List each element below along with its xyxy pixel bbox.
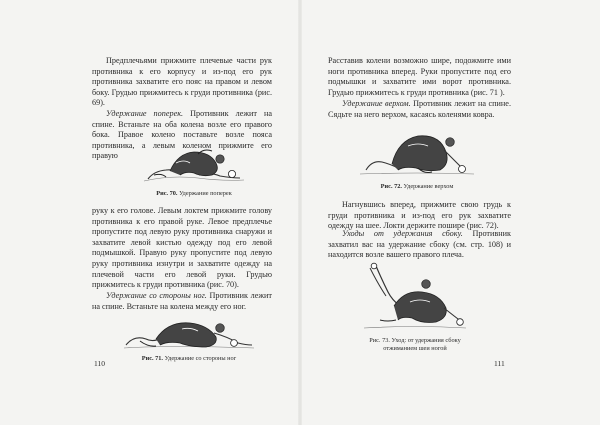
hold-title-astride: Удержание верхом. (342, 99, 411, 108)
left-paragraph-1: Предплечьями прижмите плечевые части рук противника к его корпусу и из-под его рук противника захватите его пояс на правом и левом боку. Грудью прижмитесь к груди противника (рис. 69). (92, 56, 272, 108)
figure-72-illustration (358, 128, 476, 180)
figure-70-caption: Рис. 70. Удержание поперек (156, 190, 232, 197)
page-number-left: 110 (94, 359, 105, 368)
figure-72-caption: Рис. 72. Удержание верхом (380, 183, 454, 190)
left-paragraph-2: Удержание поперек. Противник лежит на спине. Встаньте на оба колена возле его правого бока. Правое колено поставьте возле пояса противника, а левым коленом прижмите его правую (92, 109, 272, 161)
right-paragraph-1: Расставив колени возможно шире, подожмите ими ноги противника вперед. Руки пропустите под его подмышки и захватите ими ворот противника. Грудью прижмитесь к груди противника (рис. 71 ). (328, 56, 511, 97)
figure-73-illustration (360, 262, 470, 334)
right-paragraph-2: Удержание верхом. Противник лежит на спине. Сядьте на него верхом, касаясь коленями ковра. (328, 99, 511, 119)
figure-70-illustration (140, 145, 248, 187)
figure-71-illustration (120, 317, 258, 353)
right-page (300, 0, 600, 425)
right-paragraph-4: Уходы от удержания сбоку. Противник захватил вас на удержание сбоку (см. стр. 108) и находится возле вашего правого плеча. (328, 229, 512, 260)
figure-71-caption: Рис. 71. Удержание со стороны ног (141, 355, 237, 362)
escape-title-side-hold: Уходы от удержания сбоку. (342, 229, 463, 238)
figure-73-caption-line-1: Рис. 73. Уход: от удержания сбоку (369, 337, 461, 344)
figure-73-caption-line-2: отжиманием шеи ногой (383, 345, 447, 352)
page-number-right: 111 (494, 359, 505, 368)
hold-title-from-legs: Удержание со стороны ног. (106, 291, 207, 300)
left-paragraph-3: руку к его голове. Левым локтем прижмите голову противника к его правой руке. Левое предплечье пропустите под левую руку противника снаружи и захватите левой кистью одежду под его левой подмышкой. Правую руку пропустите под левую руку противника изнутри и захватите одежду на плечевой части его левой руки. Грудью прижмитесь к груди противника (рис. 70). (92, 206, 272, 290)
hold-title-across: Удержание поперек. (106, 109, 184, 118)
right-paragraph-3: Нагнувшись вперед, прижмите свою грудь к груди противника и из-под его рук захватите одежду на шее. Локти держите пошире (рис. 72). (328, 200, 511, 231)
left-paragraph-4: Удержание со стороны ног. Противник лежит на спине. Встаньте на колена между его ног. (92, 291, 272, 311)
